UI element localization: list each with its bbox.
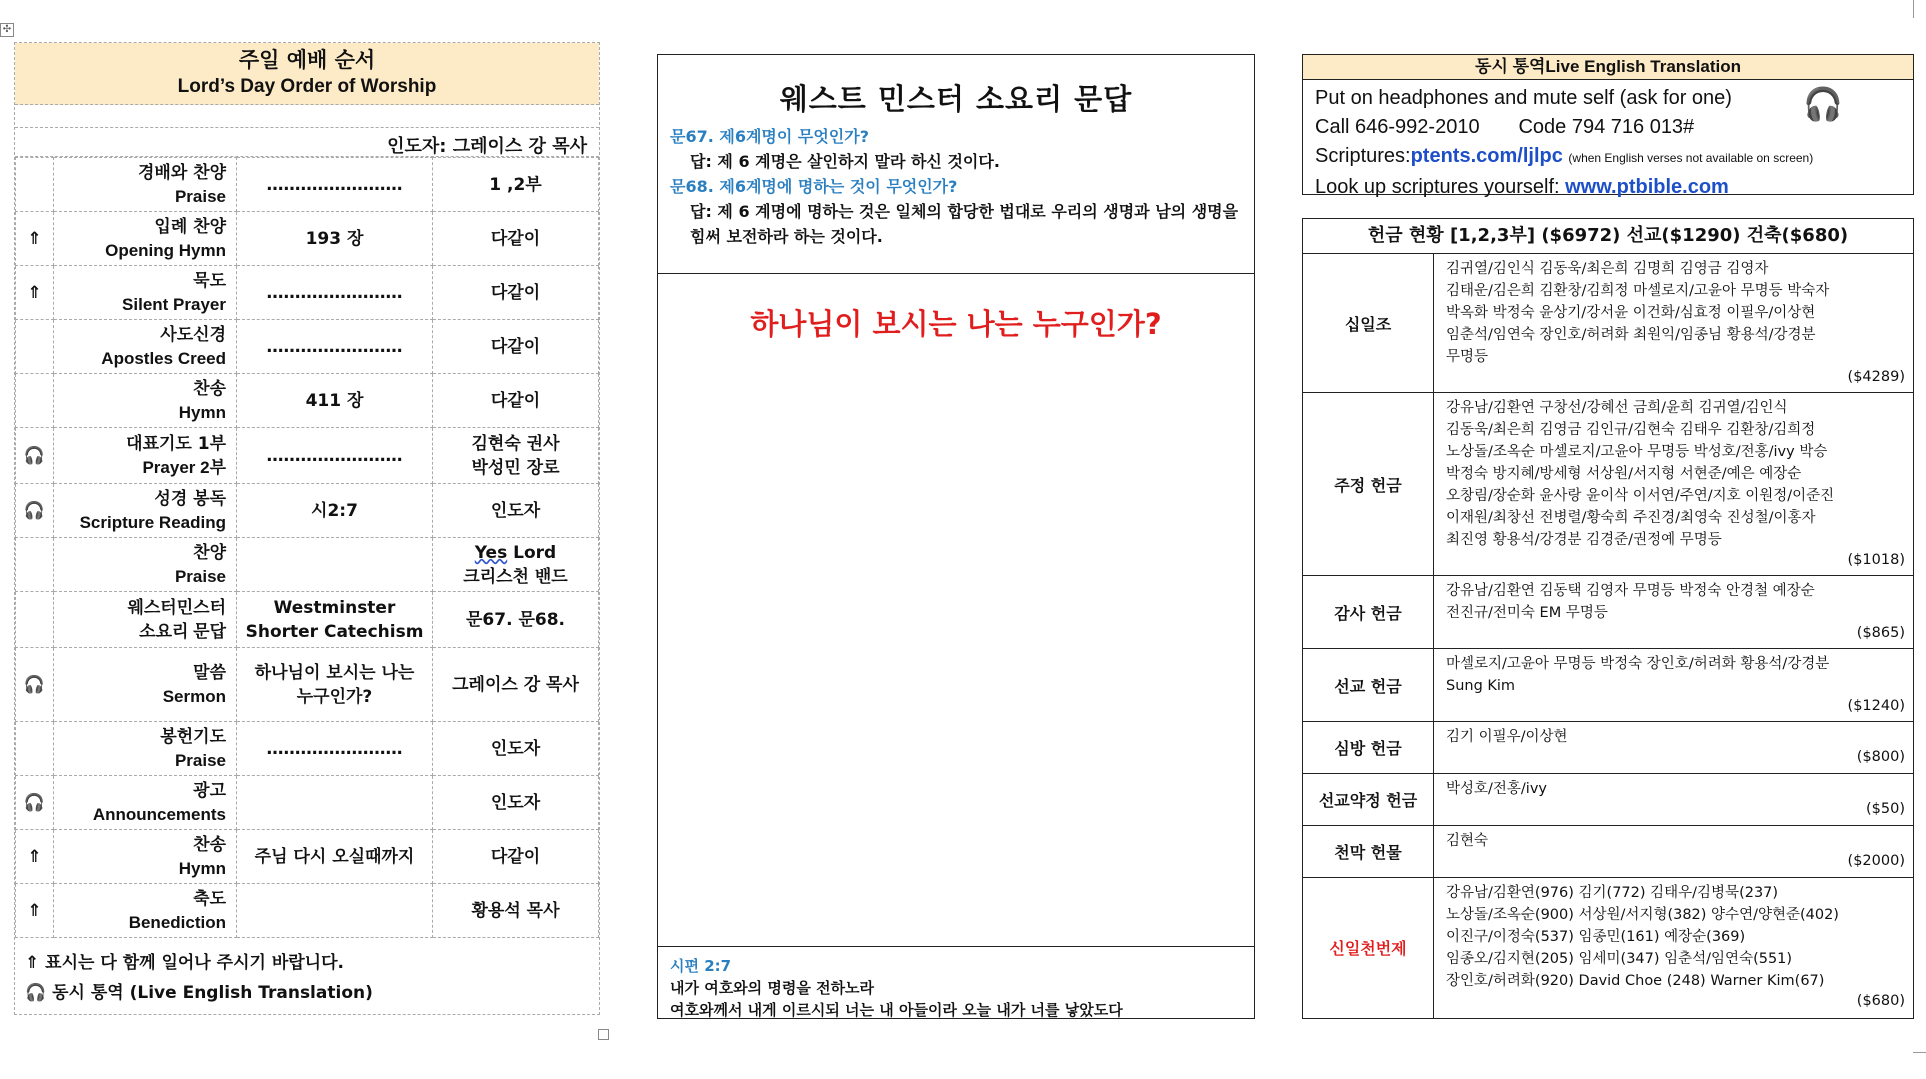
- page-corner-mark: [1913, 0, 1914, 18]
- offering-donors-line: 이재원/최창선 전병렬/황숙희 주진경/최영숙 진성철/이홍자: [1446, 510, 1816, 526]
- scriptures-line: [1315, 142, 1901, 173]
- blank-icon-cell: [16, 158, 54, 212]
- order-item-name-ko: 광고: [193, 780, 226, 801]
- order-item-name-en: Opening Hymn: [105, 240, 226, 260]
- order-item-name: [54, 428, 237, 484]
- order-item-name-ko: 웨스터민스터: [127, 597, 226, 618]
- offering-category: 감사 헌금: [1303, 576, 1434, 649]
- order-item-content-1: ……………………: [266, 445, 403, 466]
- offering-donors: [1434, 393, 1914, 576]
- order-item-leader: [433, 266, 599, 320]
- order-item-leader-1: 인도자: [490, 792, 541, 813]
- footer-stand-note: 표시는 다 함께 일어나 주시기 바랍니다.: [45, 953, 344, 973]
- order-title-ko: 주일 예배 순서: [238, 48, 376, 72]
- offering-row: [1303, 254, 1913, 393]
- offering-donors: [1434, 722, 1914, 774]
- order-item-name: [54, 884, 237, 938]
- leader-text: 인도자: 그레이스 강 목사: [387, 136, 587, 157]
- order-item-leader: [433, 374, 599, 428]
- order-item-leader: [433, 484, 599, 538]
- offering-amount: ($4289): [1847, 369, 1905, 385]
- order-item-name: [54, 538, 237, 592]
- order-item-name-en: Praise: [174, 566, 226, 586]
- offering-donors-line: 마셀로지/고윤아 무명등 박정숙 장인호/허려화 황용석/강경분: [1446, 656, 1830, 672]
- translation-box: [1302, 54, 1914, 198]
- order-item-leader: [433, 776, 599, 830]
- order-item-content-1: ……………………: [266, 282, 403, 303]
- offering-donors-line: 김태운/김은희 김환창/김희정 마셀로지/고윤아 무명등 박숙자: [1446, 283, 1830, 299]
- offering-donors-line: 강유남/김환연(976) 김기(772) 김태우/김병묵(237): [1446, 885, 1779, 901]
- offering-amount: ($680): [1856, 993, 1905, 1009]
- stand-arrow-icon: ⇑: [16, 212, 54, 266]
- order-item-name-ko: 경배와 찬양: [137, 162, 226, 183]
- order-item-content: [237, 538, 433, 592]
- order-item-leader-1: 인도자: [490, 500, 541, 521]
- order-item-content: [237, 648, 433, 722]
- translation-instructions: Put on headphones and mute self (ask for one): [1315, 87, 1732, 109]
- order-item-name-ko: 입례 찬양: [154, 216, 226, 237]
- sermon-title: 하나님이 보시는 나는 누구인가?: [750, 307, 1162, 341]
- offering-category: 선교약정 헌금: [1303, 774, 1434, 826]
- order-item-name-ko: 묵도: [193, 270, 226, 291]
- order-item-name: [54, 266, 237, 320]
- order-footer: [15, 938, 599, 1014]
- answer-68: 답: 제 6 계명에 명하는 것은 일체의 합당한 법대로 우리의 생명과 남의 생명을 힘써 보전하라 하는 것이다.: [690, 202, 1239, 246]
- order-item-leader: [433, 320, 599, 374]
- order-item-name-ko: 찬송: [193, 378, 226, 399]
- headphone-icon: 🎧: [25, 983, 53, 1003]
- offering-donors-line: 김동욱/최은희 김영금 김인규/김현숙 김태우 김환창/김희정: [1446, 422, 1816, 438]
- headphone-icon: 🎧: [16, 776, 54, 830]
- answer-67: 답: 제 6 계명은 살인하지 말라 하신 것이다.: [690, 152, 1000, 171]
- order-item-leader-1: 다같이: [490, 282, 541, 303]
- order-item-name-ko: 말씀: [193, 662, 226, 683]
- headphone-icon: 🎧: [1803, 86, 1843, 122]
- offering-amount: ($1240): [1847, 698, 1905, 714]
- order-item-content: [237, 830, 433, 884]
- order-item-content: [237, 484, 433, 538]
- ptbible-link[interactable]: www.ptbible.com: [1565, 176, 1729, 198]
- headphone-icon: 🎧: [16, 428, 54, 484]
- order-item-content-1: 하나님이 보시는 나는: [254, 662, 415, 683]
- order-item-content: [237, 212, 433, 266]
- offering-donors-line: 임춘석/임연숙 장인호/허려화 최원익/임종님 황용석/강경분: [1446, 327, 1816, 343]
- order-item-name: [54, 484, 237, 538]
- offering-donors: [1434, 826, 1914, 878]
- order-item-leader: [433, 428, 599, 484]
- catechism-box: [658, 77, 1254, 274]
- order-rows: [15, 157, 599, 938]
- order-item-name: [54, 830, 237, 884]
- order-header: [15, 43, 599, 105]
- order-item-leader-1: 다같이: [490, 390, 541, 411]
- offering-donors: [1434, 254, 1914, 393]
- question-67: 문67. 제6계명이 무엇인가?: [670, 127, 870, 146]
- offering-amount: ($865): [1856, 625, 1905, 641]
- offering-donors-line: 장인호/허려화(920) David Choe (248) Warner Kim(67): [1446, 973, 1825, 989]
- footer-translation-note: 동시 통역 (Live English Translation): [52, 983, 373, 1003]
- lookup-line: [1315, 173, 1901, 202]
- order-item-leader: [433, 884, 599, 938]
- offering-donors-line: 노상돌/조옥순 마셀로지/고윤아 무명등 박성호/전홍/ivy 박승: [1446, 444, 1828, 460]
- offering-donors-line: 강유남/김환연 구창선/강혜선 금희/윤희 김귀열/김인식: [1446, 400, 1788, 416]
- scriptures-note: (when English verses not available on screen): [1568, 151, 1814, 165]
- blank-icon-cell: [16, 722, 54, 776]
- order-row: [16, 776, 599, 830]
- offering-donors: [1434, 774, 1914, 826]
- scripture-verse-1: 내가 여호와의 명령을 전하노라: [670, 979, 875, 997]
- offering-donors: [1434, 576, 1914, 649]
- offering-donors-line: 전진규/전미숙 EM 무명등: [1446, 605, 1608, 621]
- offering-row: [1303, 826, 1913, 878]
- order-item-name-en: Announcements: [92, 804, 226, 824]
- order-item-leader-1: 김현숙 권사: [471, 433, 560, 454]
- offering-category: 신일천번제: [1303, 878, 1434, 1018]
- order-row: [16, 320, 599, 374]
- headphone-icon: 🎧: [16, 484, 54, 538]
- order-item-name: [54, 158, 237, 212]
- order-item-content: [237, 428, 433, 484]
- scripture-verse-2: 여호와께서 내게 이르시되 너는 내 아들이라 오늘 내가 너를 낳았도다: [670, 1001, 1123, 1019]
- offering-row: [1303, 649, 1913, 722]
- stand-arrow-icon: ⇑: [16, 884, 54, 938]
- order-item-name-ko: 성경 봉독: [154, 488, 226, 509]
- order-item-leader-1: 다같이: [490, 336, 541, 357]
- offering-header: 헌금 현황 [1,2,3부] ($6972) 선교($1290) 건축($680): [1303, 219, 1913, 254]
- order-of-worship-table: [14, 42, 600, 1015]
- order-item-content: [237, 320, 433, 374]
- offering-donors-line: 노상돌/조옥순(900) 서상원/서지형(382) 양수연/양현준(402): [1446, 907, 1839, 923]
- scripture-box: [658, 946, 1254, 1018]
- order-item-name: [54, 320, 237, 374]
- order-item-content: [237, 592, 433, 648]
- order-item-leader: [433, 592, 599, 648]
- order-item-name: [54, 212, 237, 266]
- offering-category: 십일조: [1303, 254, 1434, 393]
- order-item-name-en: Hymn: [178, 402, 226, 422]
- order-item-name: [54, 722, 237, 776]
- order-item-name-ko: 찬송: [193, 834, 226, 855]
- order-item-leader-1: 그레이스 강 목사: [452, 674, 579, 695]
- offering-donors-line: 강유남/김환연 김동택 김영자 무명등 박정숙 안경철 예장순: [1446, 583, 1815, 599]
- table-move-handle[interactable]: ✣: [0, 23, 14, 37]
- order-item-name-en: Praise: [174, 186, 226, 206]
- translation-header: 동시 통역Live English Translation: [1303, 55, 1913, 80]
- offering-row: [1303, 878, 1913, 1018]
- order-item-leader: [433, 212, 599, 266]
- order-row: [16, 538, 599, 592]
- order-item-content-1: ……………………: [266, 336, 403, 357]
- lookup-label: Look up scriptures yourself:: [1315, 176, 1566, 198]
- order-item-name: [54, 648, 237, 722]
- offering-category: 주정 헌금: [1303, 393, 1434, 576]
- translation-body: [1303, 80, 1913, 206]
- offering-donors-line: 김기 이필우/이상현: [1446, 729, 1568, 745]
- catechism-title: 웨스트 민스터 소요리 문답: [779, 82, 1133, 116]
- question-68: 문68. 제6계명에 명하는 것이 무엇인가?: [670, 177, 958, 196]
- order-row: [16, 884, 599, 938]
- order-item-content-2: Shorter Catechism: [245, 621, 424, 642]
- page-corner-mark: [1913, 1052, 1926, 1053]
- offering-category: 심방 헌금: [1303, 722, 1434, 774]
- offering-row: [1303, 722, 1913, 774]
- stand-arrow-icon: ⇑: [16, 830, 54, 884]
- order-item-leader: [433, 648, 599, 722]
- order-row: [16, 158, 599, 212]
- offering-row: [1303, 774, 1913, 826]
- order-item-name: [54, 776, 237, 830]
- offering-donors-line: 김귀열/김인식 김동욱/최은희 김명희 김영금 김영자: [1446, 261, 1769, 277]
- order-item-leader-1: 다같이: [490, 846, 541, 867]
- headphone-icon: 🎧: [16, 648, 54, 722]
- order-item-name: [54, 374, 237, 428]
- order-row: [16, 212, 599, 266]
- offering-category: 선교 헌금: [1303, 649, 1434, 722]
- order-row: [16, 374, 599, 428]
- order-row: [16, 592, 599, 648]
- order-item-name-ko: 대표기도 1부: [126, 433, 226, 454]
- table-resize-handle[interactable]: [598, 1029, 609, 1040]
- order-item-content-1: ……………………: [266, 738, 403, 759]
- order-item-content: [237, 374, 433, 428]
- order-item-leader-1: 황용석 목사: [471, 900, 560, 921]
- offering-amount: ($1018): [1847, 552, 1905, 568]
- catechism-panel: [657, 54, 1255, 1019]
- offering-donors-line: 무명등: [1446, 349, 1489, 365]
- order-item-content: [237, 158, 433, 212]
- order-item-content: [237, 884, 433, 938]
- order-item-content-1: 시2:7: [311, 500, 358, 521]
- order-item-content: [237, 776, 433, 830]
- order-item-name-en: Hymn: [178, 858, 226, 878]
- call-number: Call 646-992-2010: [1315, 116, 1480, 138]
- order-item-leader: [433, 722, 599, 776]
- blank-icon-cell: [16, 592, 54, 648]
- scriptures-label: Scriptures:: [1315, 145, 1411, 167]
- offering-donors-line: Sung Kim: [1446, 678, 1516, 694]
- order-item-content: [237, 266, 433, 320]
- scriptures-link[interactable]: ptents.com/ljlpc: [1410, 145, 1563, 167]
- scripture-reference: 시편 2:7: [670, 957, 732, 975]
- offering-row: [1303, 576, 1913, 649]
- offering-donors-line: 박옥화 박정숙 윤상기/강서윤 이건화/심효정 이필우/이상현: [1446, 305, 1816, 321]
- offering-donors-line: 오창림/장순화 윤사랑 윤이삭 이서연/주연/지호 이원정/이준진: [1446, 488, 1835, 504]
- order-item-leader-2: 크리스천 밴드: [463, 566, 568, 587]
- order-item-leader: [433, 158, 599, 212]
- offering-donors-line: 박성호/전홍/ivy: [1446, 781, 1547, 797]
- order-item-content-1: 주님 다시 오실때까지: [254, 846, 415, 867]
- order-item-name-en: Scripture Reading: [79, 512, 226, 532]
- offering-amount: ($2000): [1847, 853, 1905, 869]
- offering-category: 천막 헌물: [1303, 826, 1434, 878]
- order-title-en: Lord’s Day Order of Worship: [177, 76, 437, 97]
- order-row: [16, 428, 599, 484]
- order-item-name-en: Sermon: [162, 686, 226, 706]
- offering-donors-line: 임종오/김지현(205) 임세미(347) 임춘석/임연숙(551): [1446, 951, 1793, 967]
- order-item-content-1: Westminster: [273, 597, 396, 618]
- order-row: [16, 266, 599, 320]
- order-row: [16, 484, 599, 538]
- offering-amount: ($50): [1866, 801, 1905, 817]
- blank-icon-cell: [16, 538, 54, 592]
- order-item-name-en: Apostles Creed: [101, 348, 226, 368]
- order-item-name-en: Benediction: [128, 912, 226, 932]
- order-item-leader: [433, 538, 599, 592]
- order-item-name-en: Prayer 2부: [142, 457, 226, 477]
- order-item-leader-1: 인도자: [490, 738, 541, 759]
- stand-arrow-icon: ⇑: [25, 953, 46, 973]
- order-row: [16, 722, 599, 776]
- offering-amount: ($800): [1856, 749, 1905, 765]
- order-item-leader-1: 다같이: [490, 228, 541, 249]
- order-row: [16, 648, 599, 722]
- blank-icon-cell: [16, 374, 54, 428]
- blank-icon-cell: [16, 320, 54, 374]
- order-item-name-ko: 봉헌기도: [160, 726, 226, 747]
- order-item-content-1: 193 장: [305, 228, 364, 249]
- stand-arrow-icon: ⇑: [16, 266, 54, 320]
- order-item-name-en: Praise: [174, 750, 226, 770]
- order-item-content-1: ……………………: [266, 174, 403, 195]
- order-item-name-ko: 찬양: [193, 542, 226, 563]
- order-item-leader-2: 박성민 장로: [471, 457, 560, 478]
- offering-donors: [1434, 878, 1914, 1018]
- offering-row: [1303, 393, 1913, 576]
- offering-donors-line: 김현숙: [1446, 833, 1489, 849]
- order-item-leader-1: Yes Lord: [474, 542, 557, 563]
- order-item-name-ko: 사도신경: [160, 324, 226, 345]
- order-item-name-en: Silent Prayer: [122, 294, 226, 314]
- leader-row: [15, 127, 599, 157]
- offering-donors-line: 최진영 황용석/강경분 김경준/권정예 무명등: [1446, 532, 1722, 548]
- order-item-name-ko: 축도: [193, 888, 226, 909]
- order-item-content-1: 411 장: [305, 390, 364, 411]
- order-item-leader-1: 1 ,2부: [489, 174, 542, 195]
- access-code: Code 794 716 013#: [1518, 116, 1695, 138]
- offering-donors: [1434, 649, 1914, 722]
- order-item-content-2: 누구인가?: [296, 686, 373, 707]
- order-item-content: [237, 722, 433, 776]
- order-item-name: [54, 592, 237, 648]
- offering-donors-line: 박정숙 방지혜/방세형 서상원/서지형 서현준/예은 예장순: [1446, 466, 1802, 482]
- catechism-qa: [658, 118, 1254, 249]
- order-row: [16, 830, 599, 884]
- offering-donors-line: 이진구/이정숙(537) 임종민(161) 예장순(369): [1446, 929, 1746, 945]
- order-item-leader: [433, 830, 599, 884]
- offering-table: [1302, 218, 1914, 1019]
- order-item-leader-1: 문67. 문68.: [466, 609, 565, 630]
- order-item-name-en: 소요리 문답: [139, 621, 226, 641]
- offering-rows: [1303, 254, 1913, 1018]
